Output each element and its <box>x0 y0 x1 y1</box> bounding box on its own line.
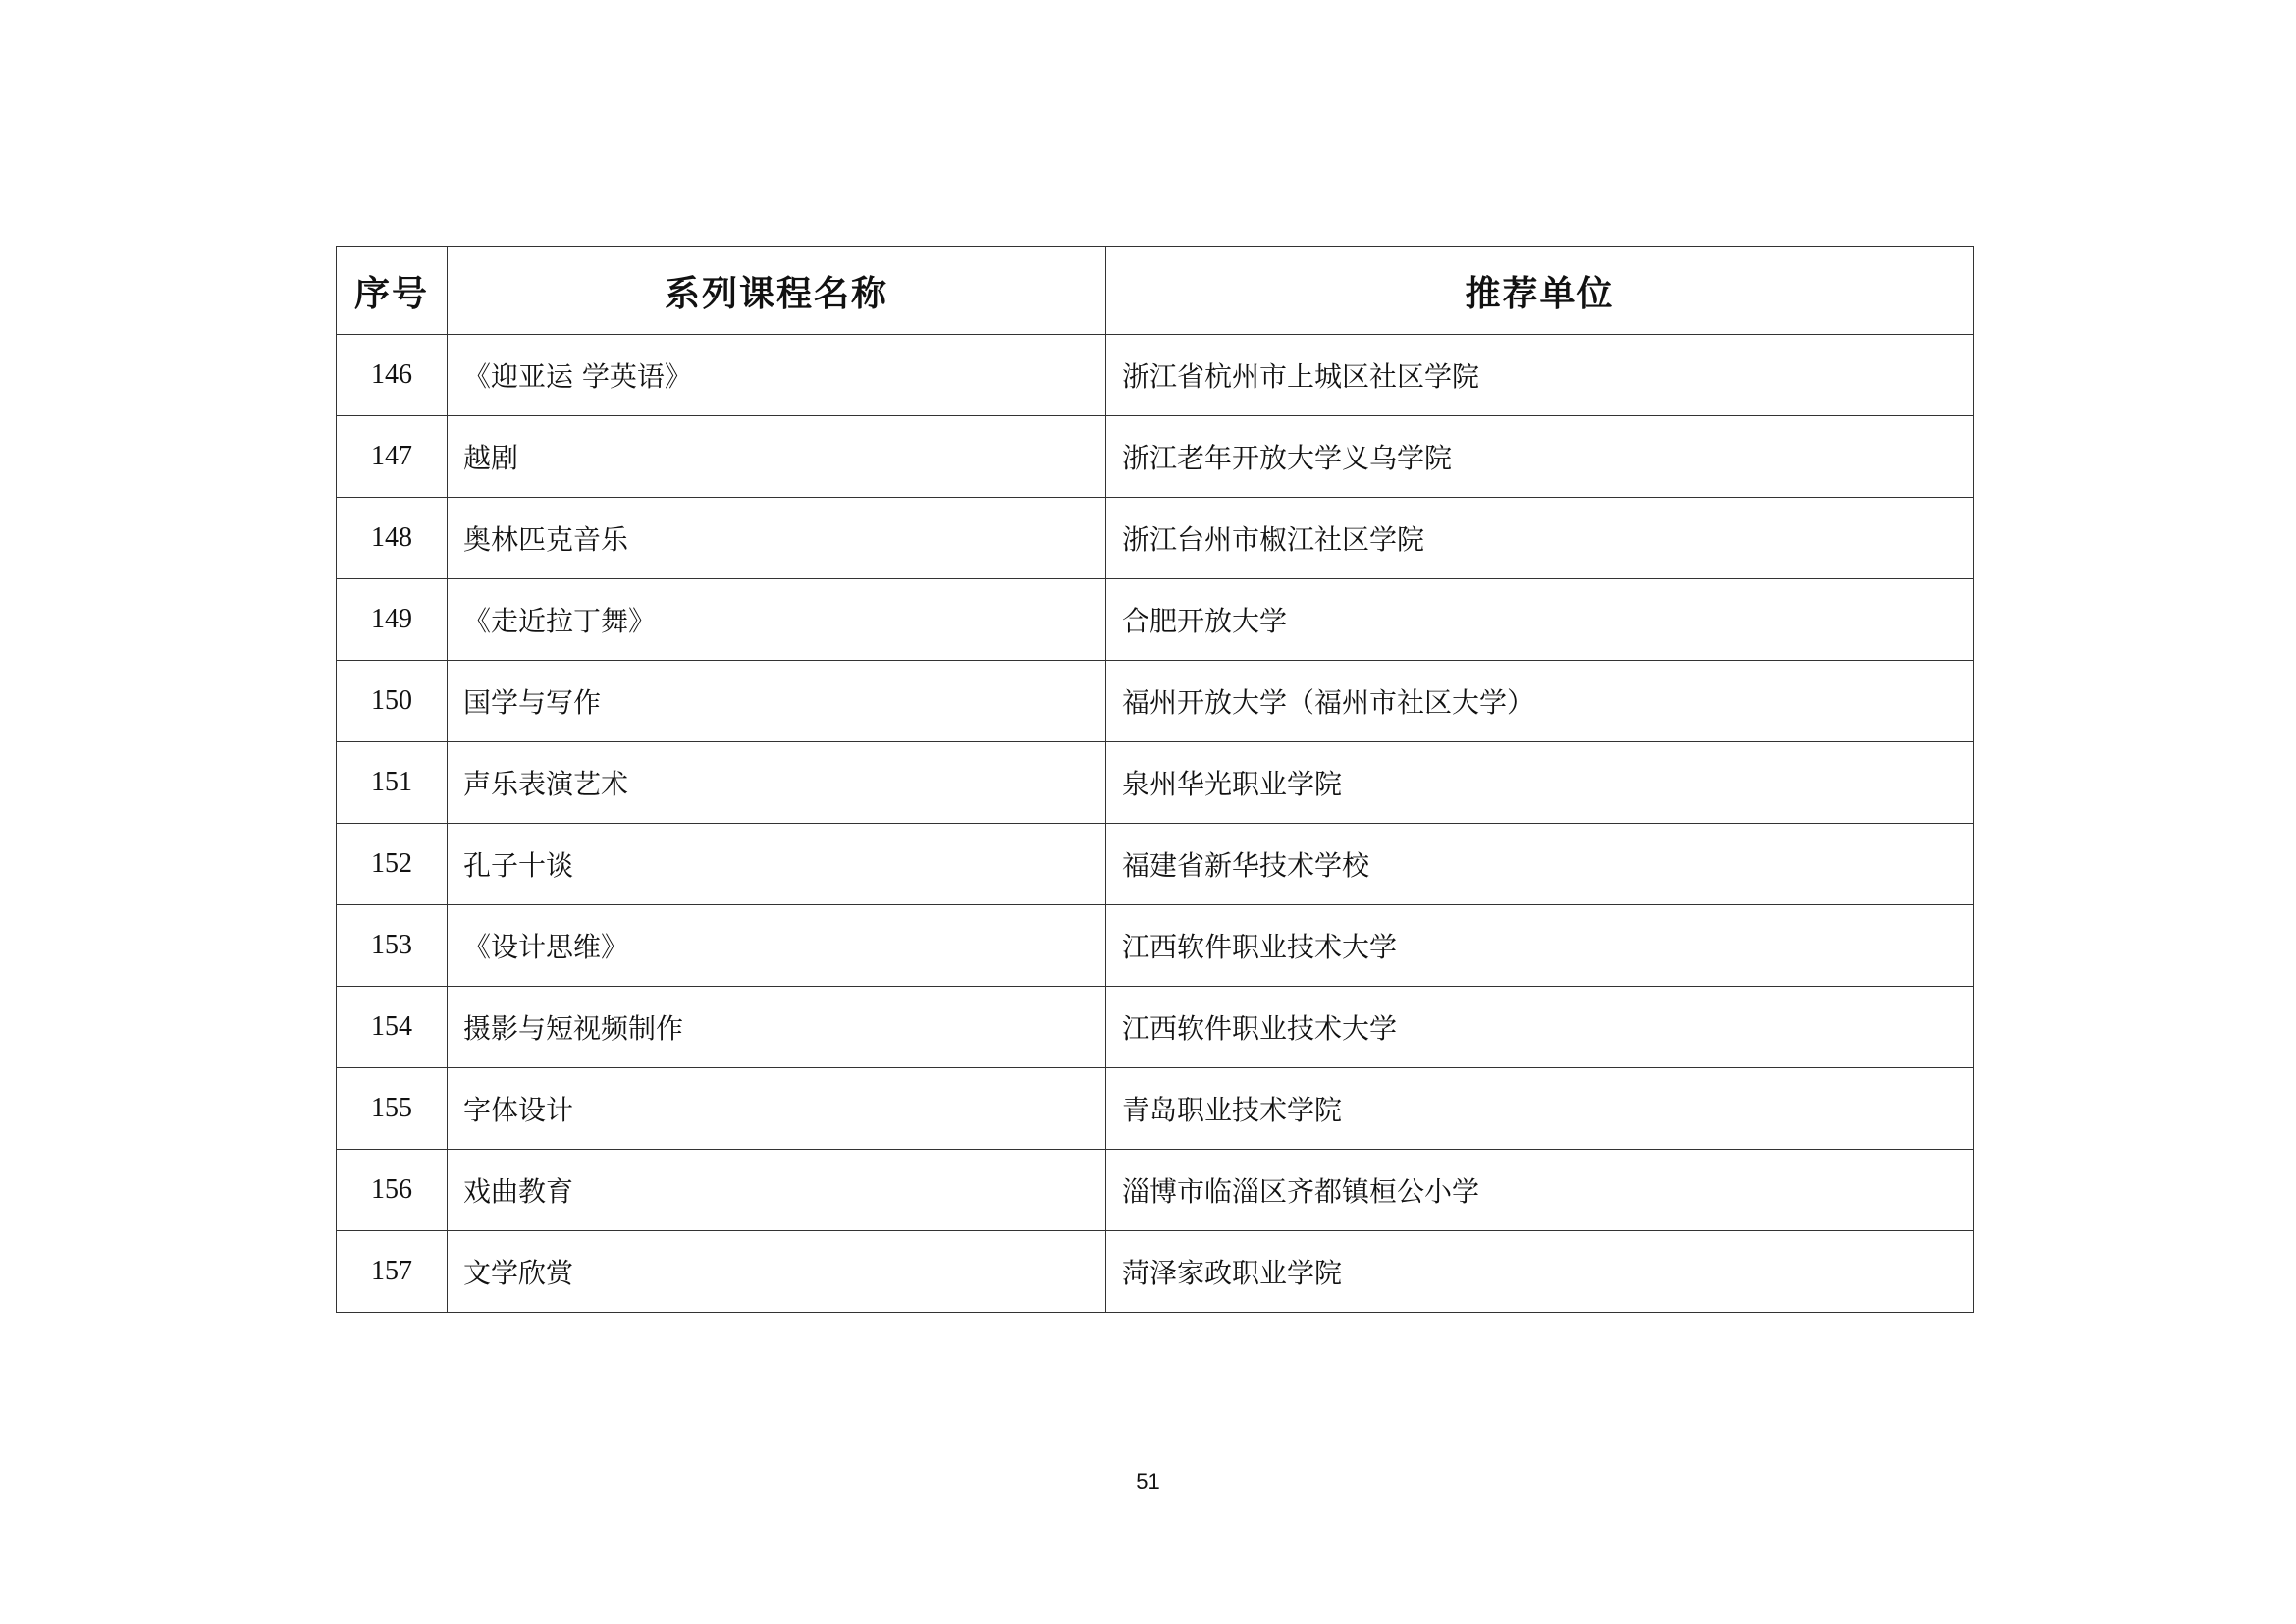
row-course-name: 戏曲教育 <box>448 1150 1106 1231</box>
table-row <box>337 416 1974 498</box>
row-course-name: 《迎亚运 学英语》 <box>448 335 1106 416</box>
row-course-name: 孔子十谈 <box>448 824 1106 905</box>
table-body <box>337 335 1974 1313</box>
row-recommending-unit: 菏泽家政职业学院 <box>1106 1231 1974 1313</box>
row-number: 154 <box>337 987 448 1068</box>
row-recommending-unit: 福建省新华技术学校 <box>1106 824 1974 905</box>
row-course-name: 《走近拉丁舞》 <box>448 579 1106 661</box>
header-number: 序号 <box>337 247 448 335</box>
row-number: 156 <box>337 1150 448 1231</box>
row-number: 149 <box>337 579 448 661</box>
table-row <box>337 1231 1974 1313</box>
row-recommending-unit: 浙江台州市椒江社区学院 <box>1106 498 1974 579</box>
row-number: 157 <box>337 1231 448 1313</box>
table-row <box>337 498 1974 579</box>
table-row <box>337 742 1974 824</box>
row-course-name: 《设计思维》 <box>448 905 1106 987</box>
row-course-name: 奥林匹克音乐 <box>448 498 1106 579</box>
table-row <box>337 987 1974 1068</box>
table-row <box>337 905 1974 987</box>
table-row <box>337 335 1974 416</box>
row-recommending-unit: 淄博市临淄区齐都镇桓公小学 <box>1106 1150 1974 1231</box>
row-recommending-unit: 浙江老年开放大学义乌学院 <box>1106 416 1974 498</box>
row-course-name: 国学与写作 <box>448 661 1106 742</box>
row-number: 153 <box>337 905 448 987</box>
table-row <box>337 579 1974 661</box>
header-recommending-unit: 推荐单位 <box>1106 247 1974 335</box>
table-row <box>337 1150 1974 1231</box>
row-recommending-unit: 江西软件职业技术大学 <box>1106 905 1974 987</box>
row-course-name: 越剧 <box>448 416 1106 498</box>
row-number: 150 <box>337 661 448 742</box>
row-number: 147 <box>337 416 448 498</box>
row-course-name: 字体设计 <box>448 1068 1106 1150</box>
row-recommending-unit: 泉州华光职业学院 <box>1106 742 1974 824</box>
row-recommending-unit: 江西软件职业技术大学 <box>1106 987 1974 1068</box>
row-course-name: 文学欣赏 <box>448 1231 1106 1313</box>
header-row <box>337 247 1974 335</box>
row-course-name: 摄影与短视频制作 <box>448 987 1106 1068</box>
page-number: 51 <box>1136 1469 1160 1493</box>
row-number: 152 <box>337 824 448 905</box>
row-recommending-unit: 青岛职业技术学院 <box>1106 1068 1974 1150</box>
row-number: 146 <box>337 335 448 416</box>
row-number: 151 <box>337 742 448 824</box>
row-recommending-unit: 福州开放大学（福州市社区大学） <box>1106 661 1974 742</box>
header-course-name: 系列课程名称 <box>448 247 1106 335</box>
row-number: 155 <box>337 1068 448 1150</box>
table-header <box>337 247 1974 335</box>
row-recommending-unit: 浙江省杭州市上城区社区学院 <box>1106 335 1974 416</box>
table-row <box>337 824 1974 905</box>
table-row <box>337 1068 1974 1150</box>
row-course-name: 声乐表演艺术 <box>448 742 1106 824</box>
row-number: 148 <box>337 498 448 579</box>
row-recommending-unit: 合肥开放大学 <box>1106 579 1974 661</box>
course-table <box>336 246 1974 1313</box>
table-row <box>337 661 1974 742</box>
